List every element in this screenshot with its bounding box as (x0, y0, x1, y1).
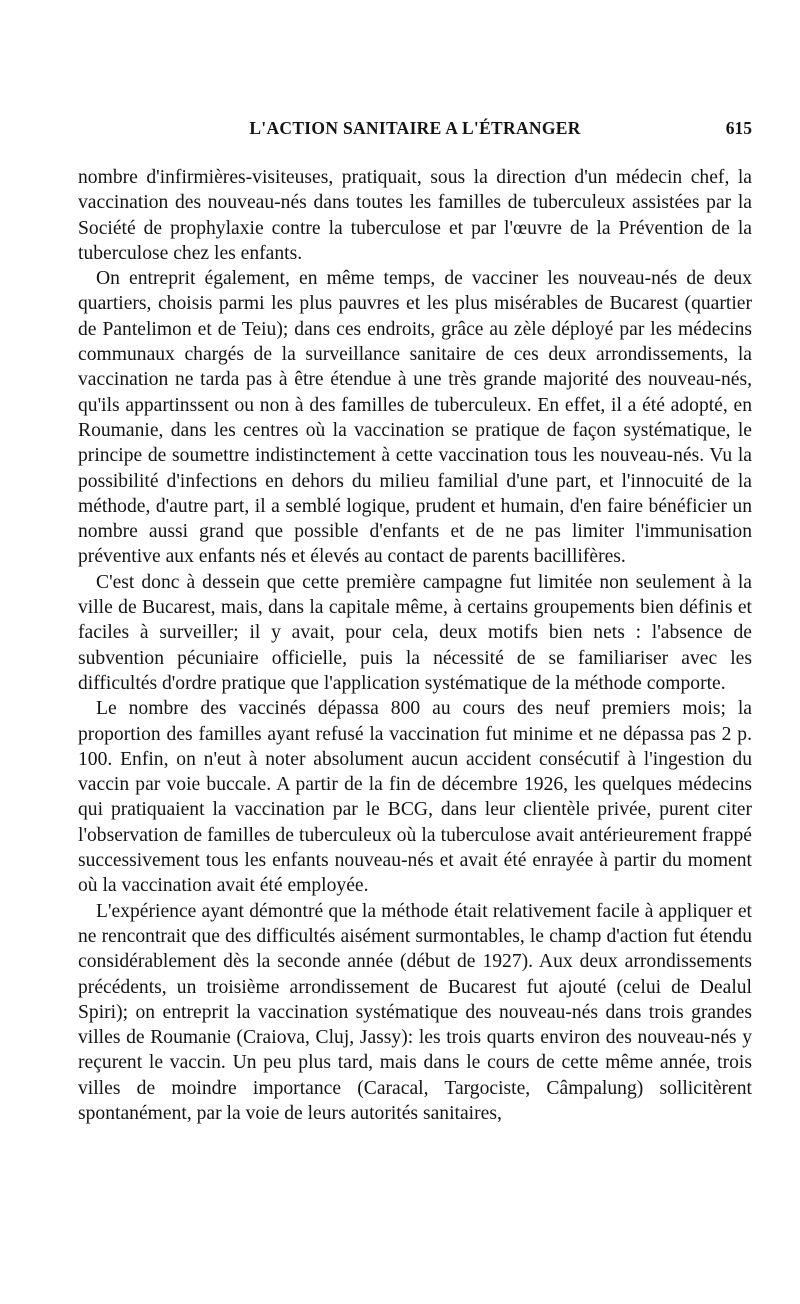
body-text (78, 165, 752, 1126)
paragraph-2: On entreprit également, en même temps, de vacciner les nouveau-nés de deux quartiers, choisis parmi les plus pauvres et les plus misérables de Bucarest (quartier de Pantelimon et de Teiu); dans ces endroits, grâce au zèle déployé par les médecins communaux chargés de la surveillance sanitaire de ces deux arrondissements, la vaccination ne tarda pas à être étendue à une très grande majorité des nouveau-nés, qu'ils appartinssent ou non à des familles de tuberculeux. En effet, il a été adopté, en Roumanie, dans les centres où la vaccination se pratique de façon systématique, le principe de soumettre indistinctement à cette vaccination tous les nouveau-nés. Vu la possibilité d'infections en dehors du milieu familial d'une part, et l'innocuité de la méthode, d'autre part, il a semblé logique, prudent et humain, d'en faire bénéficier un nombre aussi grand que possible d'enfants et de ne pas limiter l'immunisation préventive aux enfants nés et élevés au contact de parents bacillifères. (78, 268, 752, 568)
paragraph-4: Le nombre des vaccinés dépassa 800 au cours des neuf premiers mois; la proportion des familles ayant refusé la vaccination fut minime et ne dépassa pas 2 p. 100. Enfin, on n'eut à noter absolument aucun accident consécutif à l'ingestion du vaccin par voie buccale. A partir de la fin de décembre 1926, les quelques médecins qui pratiquaient la vaccination par le BCG, dans leur clientèle privée, purent citer l'observation de familles de tuberculeux où la tuberculose avait antérieurement frappé successivement tous les enfants nouveau-nés et avait été enrayée à partir du moment où la vaccination avait été employée. (78, 698, 752, 897)
paragraph-1: nombre d'infirmières-visiteuses, pratiquait, sous la direction d'un médecin chef, la vaccination des nouveau-nés dans toutes les familles de tuberculeux assistées par la Société de prophylaxie contre la tuberculose et par l'œuvre de la Prévention de la tuberculose chez les enfants. (78, 167, 752, 264)
running-head (78, 118, 752, 144)
paragraph-5: L'expérience ayant démontré que la méthode était relativement facile à appliquer et ne rencontrait que des difficultés aisément surmontables, le champ d'action fut étendu considérablement dès la seconde année (début de 1927). Aux deux arrondissements précédents, un troisième arrondissement de Bucarest fut ajouté (celui de Dealul Spiri); on entreprit la vaccination systématique des nouveau-nés dans trois grandes villes de Roumanie (Craiova, Cluj, Jassy): les trois quarts environ des nouveau-nés y reçurent le vaccin. Un peu plus tard, mais dans le cours de cette même année, trois villes de moindre importance (Caracal, Targociste, Câmpalung) sollicitèrent spontanément, par la voie de leurs autorités sanitaires, (78, 900, 752, 1124)
running-title: L'ACTION SANITAIRE A L'ÉTRANGER (249, 118, 581, 138)
page-number: 615 (725, 118, 752, 138)
paragraph-3: C'est donc à dessein que cette première campagne fut limitée non seulement à la ville de Bucarest, mais, dans la capitale même, à certains groupements bien définis et faciles à surveiller; il y avait, pour cela, deux motifs bien nets : l'absence de subvention pécuniaire officielle, puis la nécessité de se familiariser avec les difficultés d'ordre pratique que l'application systématique de la méthode comporte. (78, 571, 752, 694)
